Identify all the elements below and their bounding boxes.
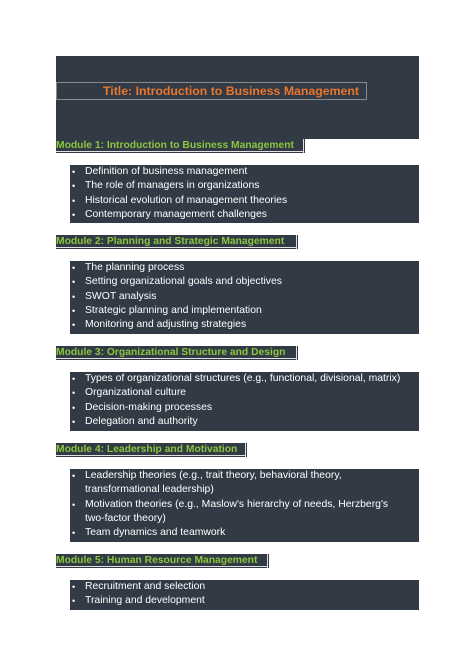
module-heading-label: Module 5: Human Resource Management <box>56 555 258 566</box>
list-item: • Recruitment and selection <box>72 581 206 592</box>
module-3-list <box>70 372 419 431</box>
list-item: • Organizational culture <box>72 387 187 399</box>
module-5-heading <box>56 554 269 568</box>
list-item: • Delegation and authority <box>72 415 198 427</box>
module-heading-label: Module 1: Introduction to Business Management <box>56 140 294 151</box>
list-item: • Contemporary management challenges <box>72 208 267 220</box>
list-item: • Types of organizational structures (e.g., functional, divisional, matrix) <box>72 373 401 384</box>
list-item: • The planning process <box>72 262 185 273</box>
module-heading-label: Module 3: Organizational Structure and Design <box>56 347 286 358</box>
module-heading-label: Module 2: Planning and Strategic Management <box>56 236 285 247</box>
module-3-heading <box>56 346 298 360</box>
module-heading-label: Module 4: Leadership and Motivation <box>56 444 238 455</box>
module-2-list <box>70 261 419 334</box>
list-item: • The role of managers in organizations <box>72 180 260 192</box>
module-1-list <box>70 165 419 223</box>
module-2-heading <box>56 235 298 249</box>
module-1-heading <box>56 139 305 153</box>
list-item: • Setting organizational goals and objectives <box>72 276 282 288</box>
list-item: • Training and development <box>72 595 205 607</box>
list-item: • Historical evolution of management theories <box>72 194 288 206</box>
list-item: • Team dynamics and teamwork <box>72 527 226 539</box>
module-4-list <box>70 469 419 542</box>
list-item: • Leadership theories (e.g., trait theory, behavioral theory, transformational leadership) <box>72 470 342 496</box>
list-item: • Strategic planning and implementation <box>72 304 262 316</box>
title-block <box>56 56 419 139</box>
module-4-heading <box>56 443 247 457</box>
document-title: Title: Introduction to Business Management <box>103 84 359 98</box>
list-item: • Definition of business management <box>72 166 248 177</box>
module-5-list <box>70 580 419 610</box>
list-item: • Motivation theories (e.g., Maslow's hierarchy of needs, Herzberg's two-factor theory) <box>72 498 389 524</box>
list-item: • Decision-making processes <box>72 401 213 413</box>
list-item: • Monitoring and adjusting strategies <box>72 319 247 331</box>
list-item: • SWOT analysis <box>72 290 157 302</box>
